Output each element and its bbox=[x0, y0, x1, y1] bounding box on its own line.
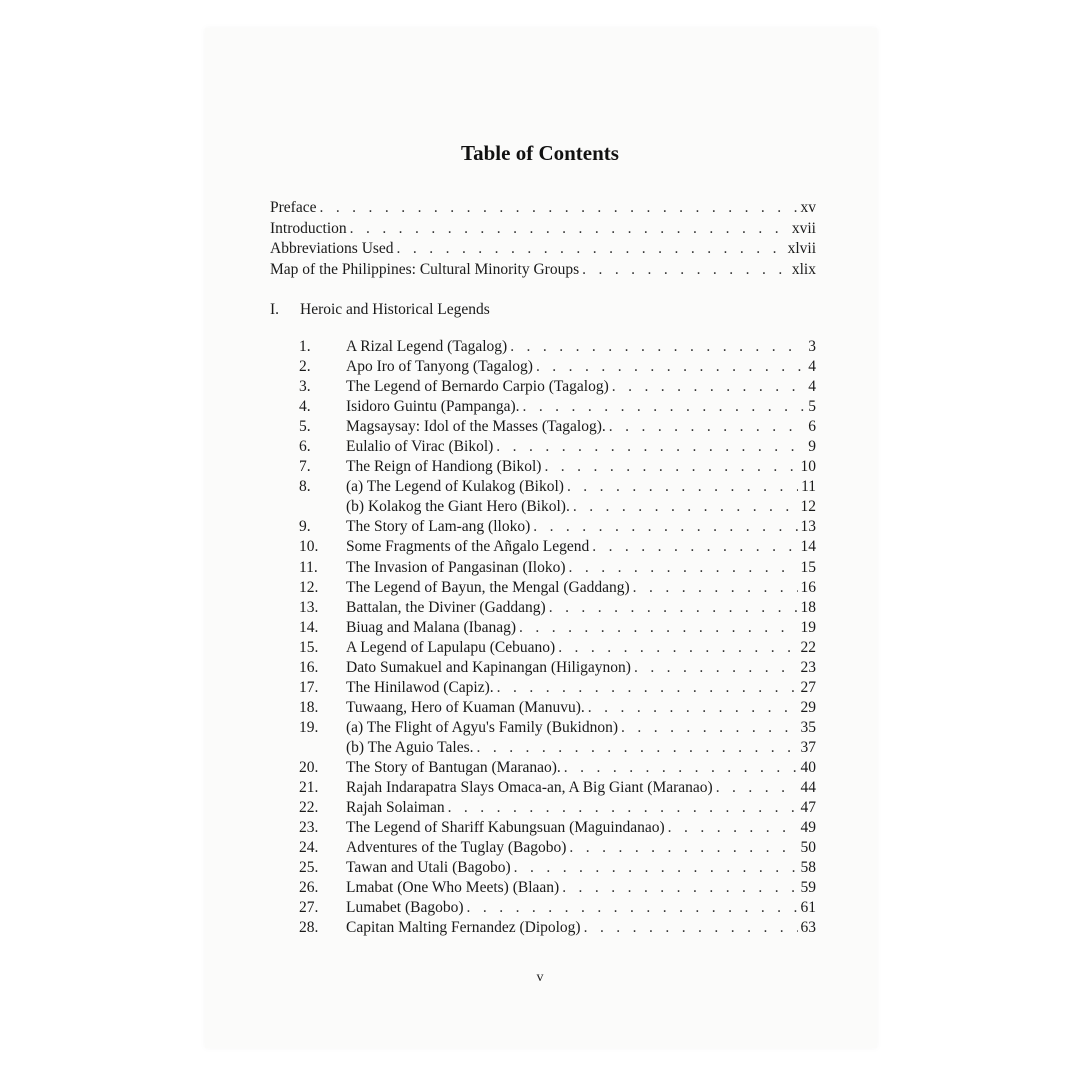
entry-title: Rajah Solaiman bbox=[346, 799, 445, 817]
dot-leader bbox=[716, 779, 798, 797]
entry-number: 21. bbox=[299, 779, 319, 797]
toc-entry bbox=[299, 538, 816, 558]
entry-page: 61 bbox=[800, 899, 816, 917]
entry-page: 3 bbox=[808, 338, 816, 355]
toc-entry bbox=[299, 458, 816, 478]
entry-title: Apo Iro of Tanyong (Tagalog) bbox=[346, 358, 533, 376]
entry-page: xlix bbox=[791, 260, 816, 278]
entry-number: 20. bbox=[299, 758, 319, 776]
dot-leader bbox=[397, 240, 785, 258]
dot-leader bbox=[510, 338, 805, 356]
entry-number: 15. bbox=[299, 638, 319, 656]
dot-leader bbox=[536, 358, 805, 376]
entry-number: 2. bbox=[299, 358, 311, 376]
dot-leader bbox=[592, 538, 797, 556]
entry-title: The Story of Bantugan (Maranao). bbox=[346, 758, 561, 776]
toc-entry bbox=[299, 839, 816, 859]
entry-number: 10. bbox=[299, 538, 319, 556]
toc-entry bbox=[299, 518, 816, 538]
entry-title: Map of the Philippines: Cultural Minority Groups bbox=[270, 260, 580, 278]
entry-page: 23 bbox=[800, 658, 816, 676]
entry-title: The Legend of Bayun, the Mengal (Gaddang) bbox=[346, 578, 630, 596]
dot-leader bbox=[448, 799, 798, 817]
entry-title: The Legend of Bernardo Carpio (Tagalog) bbox=[346, 378, 609, 396]
entry-title: Abbreviations Used bbox=[270, 240, 394, 258]
front-matter-row bbox=[270, 240, 816, 261]
toc-entry bbox=[299, 799, 816, 819]
entry-page: 40 bbox=[800, 758, 816, 776]
entry-page: 16 bbox=[800, 578, 816, 596]
entry-number: 3. bbox=[299, 378, 311, 396]
entry-page: 14 bbox=[800, 538, 816, 556]
section-number: I. bbox=[270, 301, 280, 318]
entry-number: 24. bbox=[299, 839, 319, 857]
entry-page: 29 bbox=[800, 698, 816, 716]
entry-number: 6. bbox=[299, 438, 311, 456]
entry-page: 19 bbox=[800, 618, 816, 636]
entry-page: 27 bbox=[800, 678, 816, 696]
entry-title: (b) Kolakog the Giant Hero (Bikol). bbox=[346, 498, 570, 516]
entry-number: 7. bbox=[299, 458, 311, 476]
dot-leader bbox=[588, 699, 798, 717]
contents-list bbox=[299, 338, 816, 939]
entry-title: Isidoro Guintu (Pampanga). bbox=[346, 398, 520, 416]
entry-title: The Hinilawod (Capiz). bbox=[346, 678, 494, 696]
toc-entry bbox=[299, 639, 816, 659]
entry-page: 59 bbox=[800, 879, 816, 897]
entry-title: The Invasion of Pangasinan (Iloko) bbox=[346, 558, 566, 576]
entry-title: Magsaysay: Idol of the Masses (Tagalog). bbox=[346, 418, 606, 436]
dot-leader bbox=[562, 879, 797, 897]
dot-leader bbox=[567, 478, 798, 496]
entry-number: 14. bbox=[299, 618, 319, 636]
entry-page: 37 bbox=[800, 738, 816, 756]
front-matter-row bbox=[270, 199, 816, 220]
entry-page: 49 bbox=[800, 819, 816, 837]
dot-leader bbox=[467, 899, 798, 917]
dot-leader bbox=[496, 438, 805, 456]
entry-title: (a) The Legend of Kulakog (Bikol) bbox=[346, 478, 564, 496]
entry-number: 18. bbox=[299, 698, 319, 716]
entry-title: (b) The Aguio Tales. bbox=[346, 738, 474, 756]
dot-leader bbox=[633, 579, 798, 597]
entry-title: Lmabat (One Who Meets) (Blaan) bbox=[346, 879, 560, 897]
entry-title: Battalan, the Diviner (Gaddang) bbox=[346, 598, 546, 616]
entry-number: 23. bbox=[299, 819, 319, 837]
front-matter-row bbox=[270, 220, 816, 241]
entry-title: The Story of Lam-ang (lloko) bbox=[346, 518, 531, 536]
entry-page: 10 bbox=[800, 458, 816, 476]
dot-leader bbox=[544, 458, 797, 476]
entry-page: 63 bbox=[800, 919, 816, 937]
toc-entry bbox=[299, 418, 816, 438]
entry-title: Introduction bbox=[270, 219, 347, 237]
entry-title: (a) The Flight of Agyu's Family (Bukidnon) bbox=[346, 718, 619, 736]
toc-entry bbox=[299, 699, 816, 719]
front-matter-list bbox=[270, 199, 816, 281]
entry-title: A Legend of Lapulapu (Cebuano) bbox=[346, 638, 556, 656]
entry-title: The Reign of Handiong (Bikol) bbox=[346, 458, 542, 476]
dot-leader bbox=[350, 220, 789, 238]
dot-leader bbox=[634, 659, 798, 677]
entry-title: Preface bbox=[270, 199, 317, 216]
dot-leader bbox=[564, 759, 798, 777]
entry-page: 6 bbox=[808, 418, 816, 436]
toc-entry bbox=[299, 478, 816, 498]
entry-page: xlvii bbox=[787, 240, 816, 258]
toc-entry bbox=[299, 599, 816, 619]
toc-entry bbox=[299, 559, 816, 579]
entry-page: 22 bbox=[800, 638, 816, 656]
toc-entry bbox=[299, 879, 816, 899]
entry-page: 13 bbox=[800, 518, 816, 536]
entry-title: Rajah Indarapatra Slays Omaca-an, A Big Giant (Maranao) bbox=[346, 779, 713, 797]
entry-number: 13. bbox=[299, 598, 319, 616]
entry-page: 15 bbox=[800, 558, 816, 576]
entry-page: 50 bbox=[800, 839, 816, 857]
entry-page: 4 bbox=[808, 358, 816, 376]
section-title: Heroic and Historical Legends bbox=[300, 301, 490, 318]
entry-title: Tuwaang, Hero of Kuaman (Manuvu). bbox=[346, 698, 585, 716]
dot-leader bbox=[522, 398, 805, 416]
dot-leader bbox=[609, 418, 805, 436]
page-number: v bbox=[536, 970, 544, 985]
front-matter-row bbox=[270, 261, 816, 282]
entry-title: Some Fragments of the Añgalo Legend bbox=[346, 538, 590, 556]
toc-entry bbox=[299, 378, 816, 398]
entry-number: 27. bbox=[299, 899, 319, 917]
entry-page: 44 bbox=[800, 779, 816, 797]
toc-entry bbox=[299, 438, 816, 458]
entry-number: 17. bbox=[299, 678, 319, 696]
toc-entry bbox=[299, 338, 816, 358]
entry-number: 12. bbox=[299, 578, 319, 596]
page-title: Table of Contents bbox=[461, 141, 619, 165]
toc-entry bbox=[299, 619, 816, 639]
entry-page: 47 bbox=[800, 799, 816, 817]
dot-leader bbox=[621, 719, 797, 737]
dot-leader bbox=[533, 518, 797, 536]
toc-entry bbox=[299, 739, 816, 759]
dot-leader bbox=[514, 859, 798, 877]
entry-page: 12 bbox=[800, 498, 816, 516]
dot-leader bbox=[569, 839, 797, 857]
toc-entry bbox=[299, 659, 816, 679]
entry-title: A Rizal Legend (Tagalog) bbox=[346, 338, 508, 355]
dot-leader bbox=[569, 559, 798, 577]
dot-leader bbox=[319, 199, 797, 217]
entry-number: 25. bbox=[299, 859, 319, 877]
entry-number: 26. bbox=[299, 879, 319, 897]
entry-title: Adventures of the Tuglay (Bagobo) bbox=[346, 839, 567, 857]
toc-entry bbox=[299, 779, 816, 799]
entry-title: Dato Sumakuel and Kapinangan (Hiligaynon) bbox=[346, 658, 631, 676]
entry-title: Biuag and Malana (Ibanag) bbox=[346, 618, 517, 636]
toc-entry bbox=[299, 719, 816, 739]
entry-number: 28. bbox=[299, 919, 319, 937]
entry-page: 4 bbox=[808, 378, 816, 396]
dot-leader bbox=[477, 739, 798, 757]
entry-title: Eulalio of Virac (Bikol) bbox=[346, 438, 494, 456]
entry-page: 18 bbox=[800, 598, 816, 616]
entry-title: Lumabet (Bagobo) bbox=[346, 899, 464, 917]
entry-number: 11. bbox=[299, 558, 318, 576]
toc-entry bbox=[299, 358, 816, 378]
entry-number: 8. bbox=[299, 478, 311, 496]
entry-number: 1. bbox=[299, 338, 311, 355]
entry-number: 4. bbox=[299, 398, 311, 416]
dot-leader bbox=[558, 639, 797, 657]
entry-number: 16. bbox=[299, 658, 319, 676]
toc-entry bbox=[299, 759, 816, 779]
dot-leader bbox=[584, 919, 798, 937]
toc-entry bbox=[299, 859, 816, 879]
toc-entry bbox=[299, 579, 816, 599]
entry-title: Tawan and Utali (Bagobo) bbox=[346, 859, 511, 877]
dot-leader bbox=[612, 378, 806, 396]
entry-page: 9 bbox=[808, 438, 816, 456]
dot-leader bbox=[668, 819, 798, 837]
dot-leader bbox=[497, 679, 798, 697]
entry-title: Capitan Malting Fernandez (Dipolog) bbox=[346, 919, 581, 937]
entry-title: The Legend of Shariff Kabungsuan (Maguindanao) bbox=[346, 819, 665, 837]
toc-entry bbox=[299, 819, 816, 839]
entry-page: 58 bbox=[800, 859, 816, 877]
dot-leader bbox=[582, 261, 789, 279]
dot-leader bbox=[573, 498, 798, 516]
toc-entry bbox=[299, 899, 816, 919]
dot-leader bbox=[519, 619, 797, 637]
entry-page: 35 bbox=[800, 718, 816, 736]
entry-page: 5 bbox=[808, 398, 816, 416]
entry-number: 9. bbox=[299, 518, 311, 536]
toc-entry bbox=[299, 498, 816, 518]
entry-number: 5. bbox=[299, 418, 311, 436]
toc-entry bbox=[299, 919, 816, 939]
entry-number: 22. bbox=[299, 799, 319, 817]
dot-leader bbox=[549, 599, 798, 617]
entry-number: 19. bbox=[299, 718, 319, 736]
entry-page: xvii bbox=[791, 219, 816, 237]
toc-entry bbox=[299, 398, 816, 418]
entry-page: xv bbox=[800, 199, 816, 216]
entry-page: 11 bbox=[801, 478, 816, 496]
section-heading bbox=[270, 301, 490, 319]
toc-entry bbox=[299, 679, 816, 699]
